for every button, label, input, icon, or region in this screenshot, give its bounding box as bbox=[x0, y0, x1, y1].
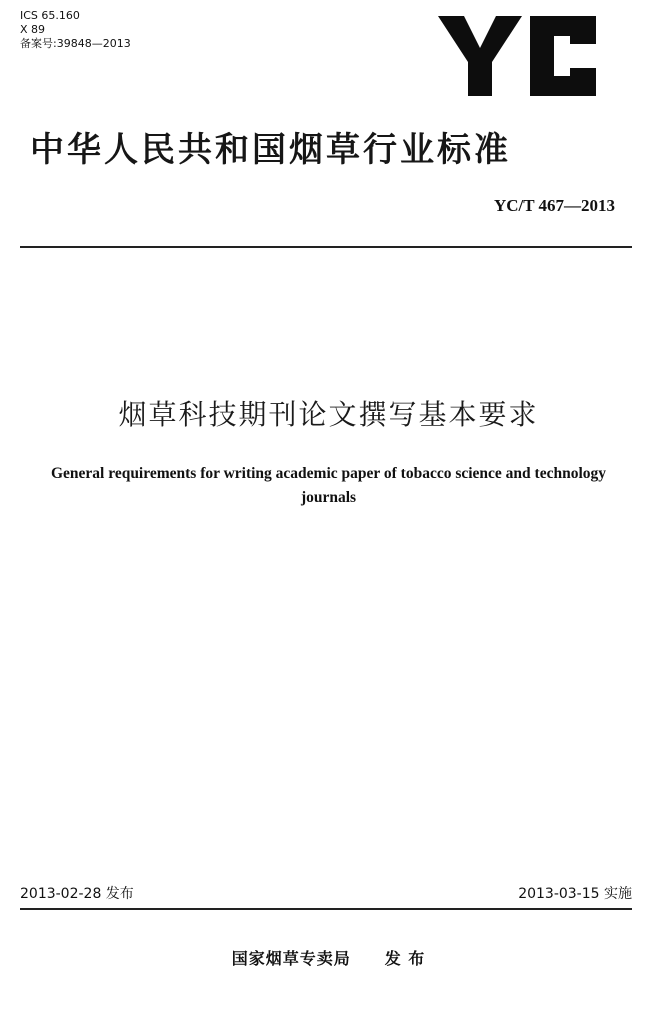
document-title-chinese: 烟草科技期刊论文撰写基本要求 bbox=[118, 398, 539, 431]
publish-date: 2013-02-28 发布 bbox=[20, 886, 134, 902]
implementation-date: 2013-03-15 实施 bbox=[518, 886, 632, 902]
yc-logo bbox=[438, 16, 596, 96]
standard-category-title: 中华人民共和国烟草行业标准 bbox=[30, 130, 511, 170]
issuer-name: 国家烟草专卖局 bbox=[231, 949, 351, 968]
ics-code: ICS 65.160 bbox=[20, 9, 80, 22]
issuing-authority bbox=[0, 946, 657, 969]
standard-code: YC/T 467—2013 bbox=[493, 196, 615, 215]
document-meta bbox=[20, 9, 131, 51]
classification-code: X 89 bbox=[20, 23, 46, 36]
top-divider bbox=[20, 246, 632, 248]
document-title-english: General requirements for writing academic paper of tobacco science and technology journals bbox=[50, 465, 607, 506]
issuer-action: 发 布 bbox=[384, 949, 426, 968]
record-number: 备案号:39848—2013 bbox=[20, 37, 131, 50]
bottom-divider bbox=[20, 908, 632, 910]
